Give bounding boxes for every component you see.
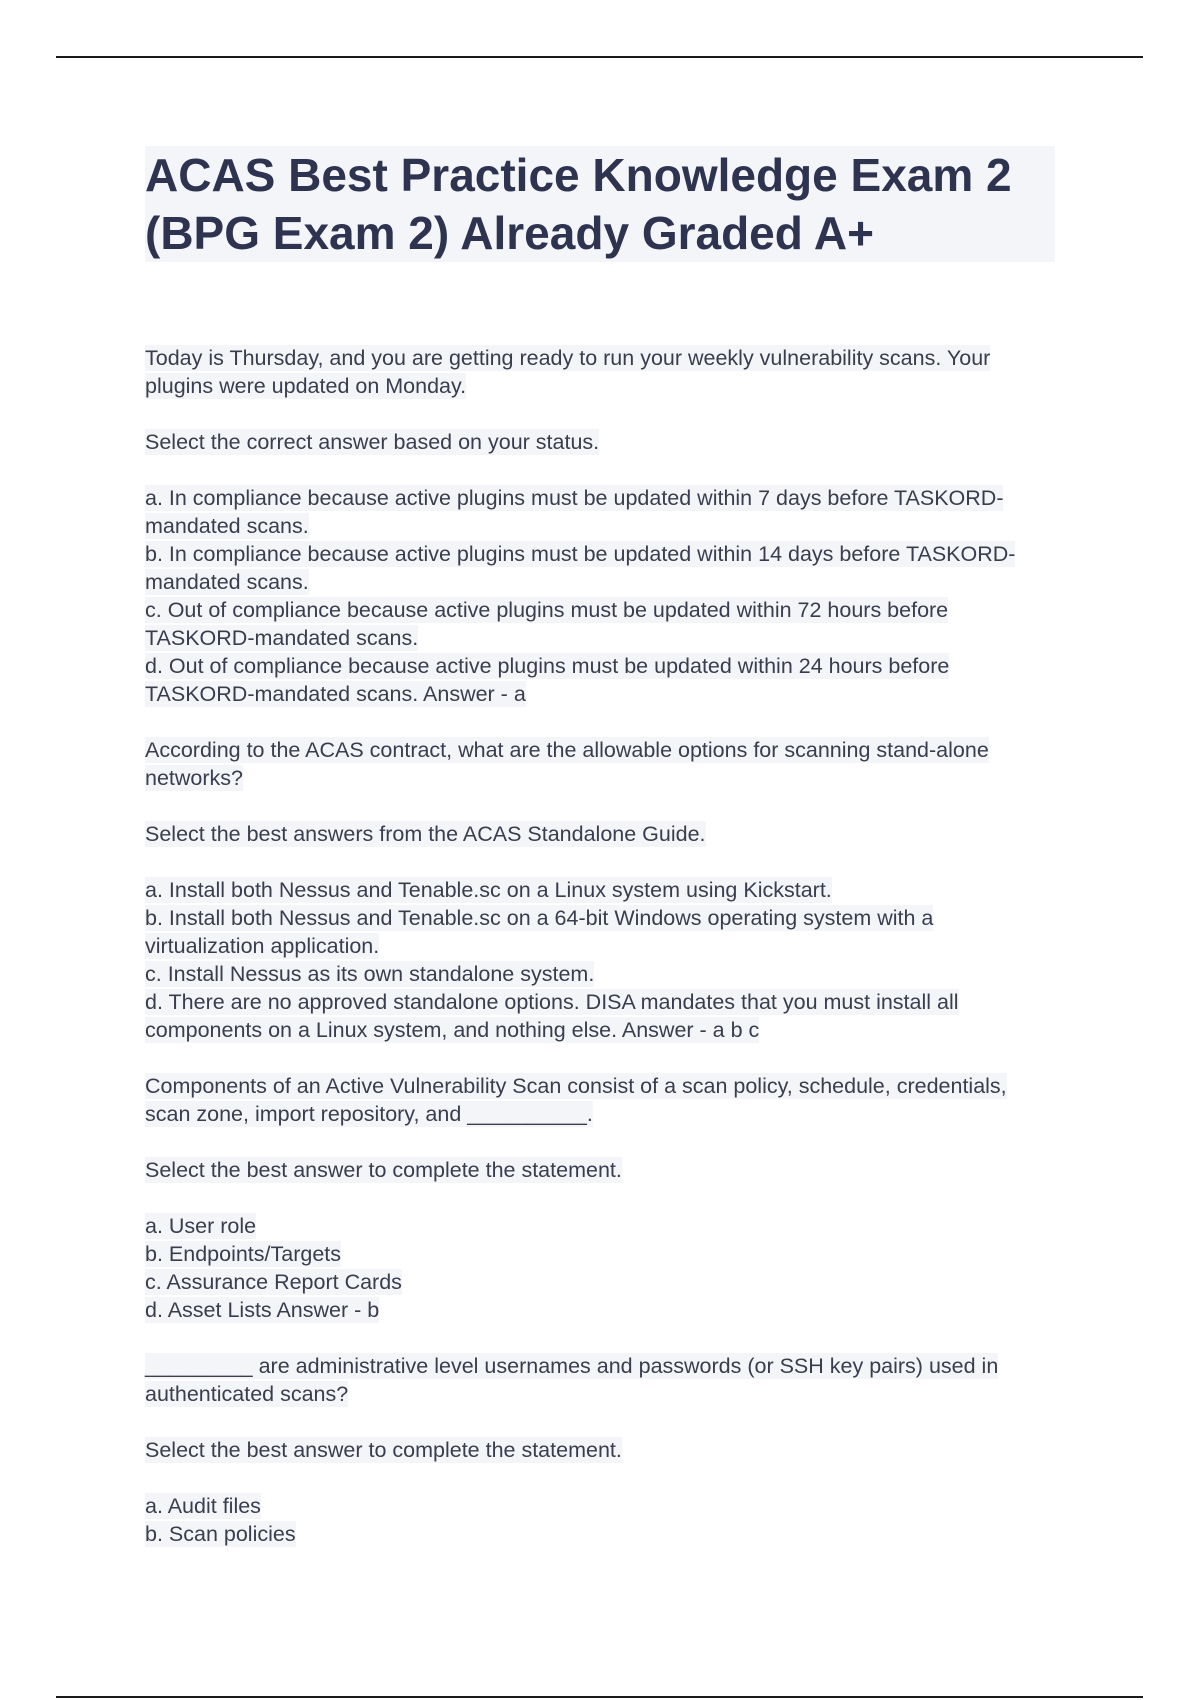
question-3 [145,1072,1055,1324]
question-prompt: Today is Thursday, and you are getting ready to run your weekly vulnerability scans. Your plugins were updated on Monday. [145,346,991,398]
question-instruction: Select the best answer to complete the statement. [145,1158,622,1182]
answer-option: c. Install Nessus as its own standalone system. [145,962,595,986]
question-prompt: Components of an Active Vulnerability Scan consist of a scan policy, schedule, credentials, scan zone, import repository, and __________. [145,1074,1007,1126]
answer-option: d. Asset Lists Answer - b [145,1298,380,1322]
top-rule [56,56,1143,58]
answer-option: a. User role [145,1214,257,1238]
questions-body [145,344,1055,1548]
answer-option: b. Install both Nessus and Tenable.sc on a 64-bit Windows operating system with a virtualization application. [145,906,934,958]
answer-option: d. There are no approved standalone options. DISA mandates that you must install all components on a Linux system, and nothing else. Answer - a b c [145,990,959,1042]
question-prompt: According to the ACAS contract, what are the allowable options for scanning stand-alone networks? [145,738,989,790]
bottom-rule [56,1696,1143,1698]
answer-option: b. Scan policies [145,1522,296,1546]
question-prompt: _________ are administrative level usernames and passwords (or SSH key pairs) used in authenticated scans? [145,1354,999,1406]
answer-option: a. Audit files [145,1494,261,1518]
answer-option: a. Install both Nessus and Tenable.sc on a Linux system using Kickstart. [145,878,832,902]
question-2 [145,736,1055,1044]
question-instruction: Select the best answer to complete the statement. [145,1438,622,1462]
question-instruction: Select the correct answer based on your status. [145,430,600,454]
question-1 [145,344,1055,708]
answer-option: d. Out of compliance because active plugins must be updated within 24 hours before TASKORD-mandated scans. Answer - a [145,654,950,706]
answer-option: b. Endpoints/Targets [145,1242,342,1266]
answer-option: c. Out of compliance because active plugins must be updated within 72 hours before TASKORD-mandated scans. [145,598,949,650]
answer-option: a. In compliance because active plugins must be updated within 7 days before TASKORD-mandated scans. [145,486,1004,538]
question-4 [145,1352,1055,1548]
question-instruction: Select the best answers from the ACAS Standalone Guide. [145,822,706,846]
answer-option: c. Assurance Report Cards [145,1270,402,1294]
document-content [145,146,1055,1576]
answer-option: b. In compliance because active plugins must be updated within 14 days before TASKORD-mandated scans. [145,542,1016,594]
document-title: ACAS Best Practice Knowledge Exam 2 (BPG Exam 2) Already Graded A+ [145,146,1055,262]
